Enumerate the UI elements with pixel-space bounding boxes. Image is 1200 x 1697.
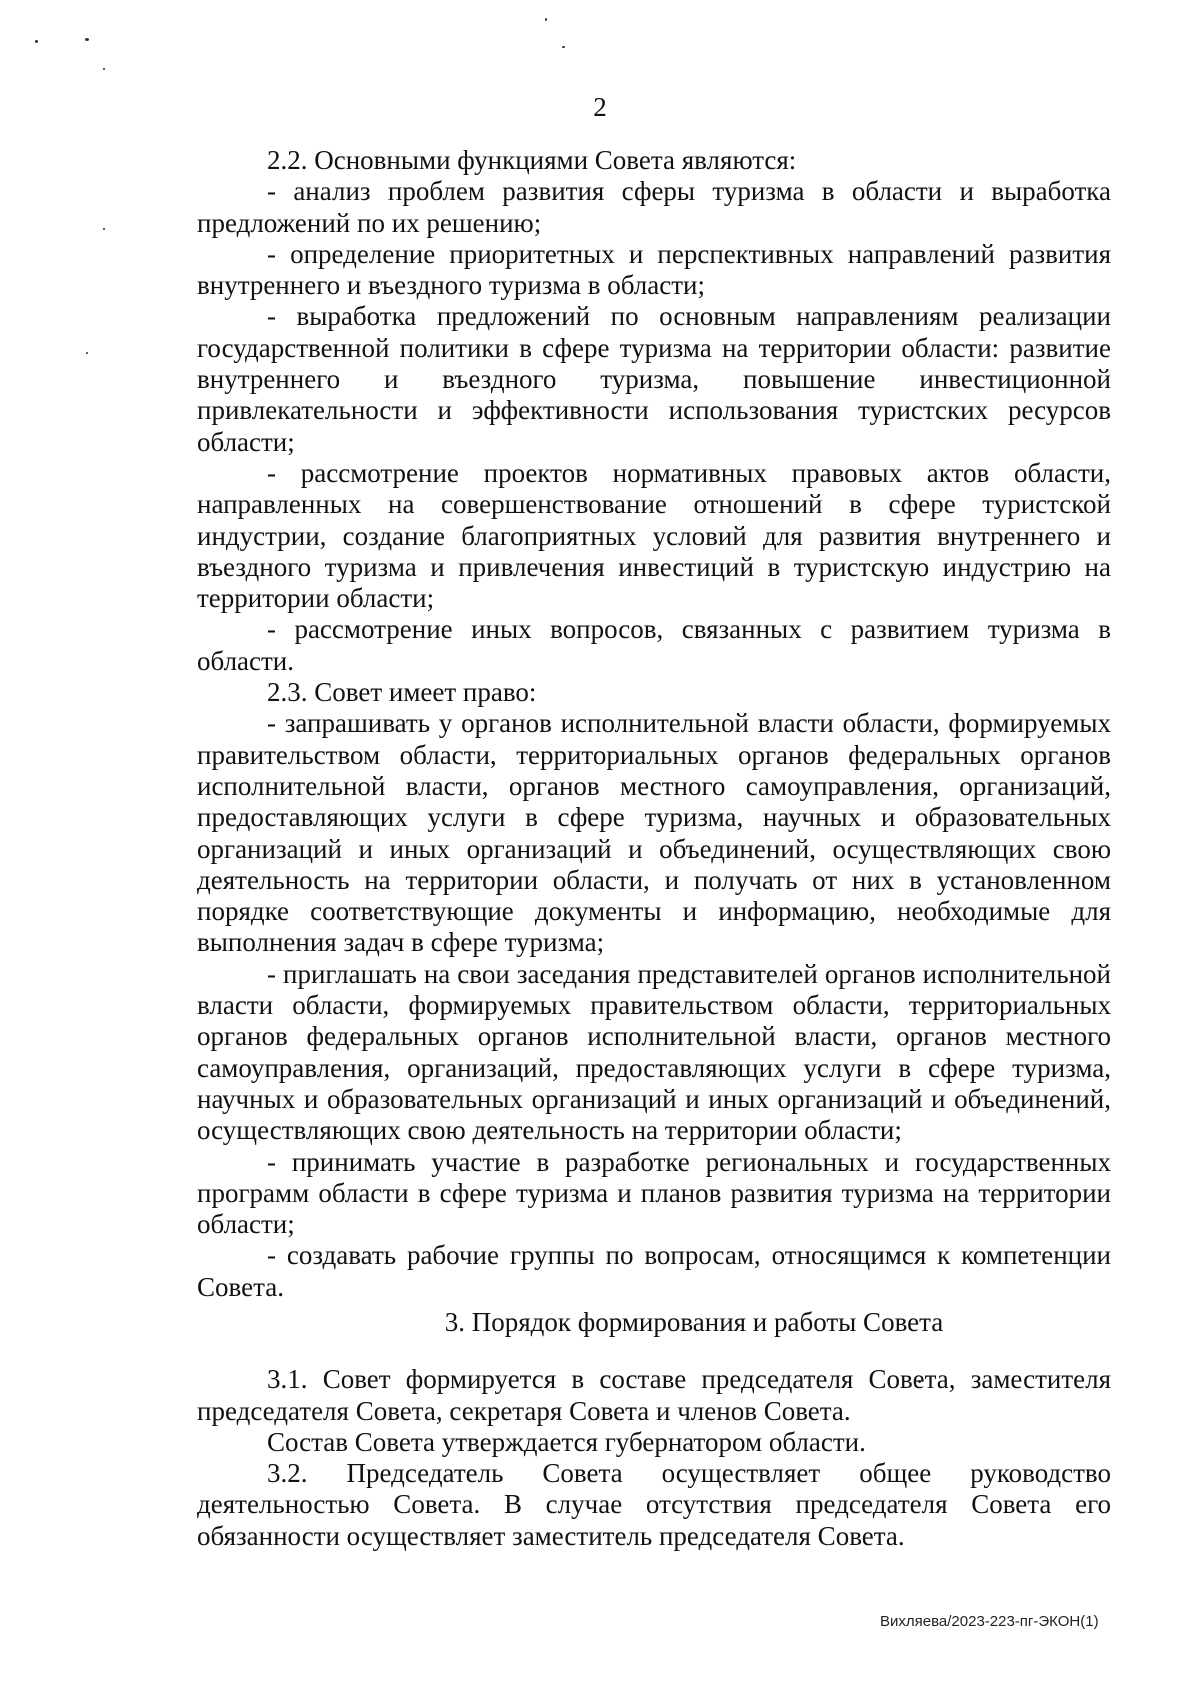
document-code: Вихляева/2023-223-пг-ЭКОН(1) [880, 1613, 1099, 1630]
paragraph: 2.3. Совет имеет право: [267, 677, 537, 708]
paragraph: - рассмотрение проектов нормативных правовых актов области, направленных на совершенствование отношений в сфере туристской индустрии, создание благоприятных условий для развития внутреннего и въездного туризма и привлечения инвестиций в туристскую индустрию на территории области; [197, 457, 1111, 614]
paragraph: - рассмотрение иных вопросов, связанных с развитием туризма в области. [197, 614, 1111, 676]
section-heading: 3. Порядок формирования и работы Совета [444, 1306, 944, 1337]
paragraph: - определение приоритетных и перспективных направлений развития внутреннего и въездного туризма в области; [197, 238, 1111, 301]
paragraph: - выработка предложений по основным направлениям реализации государственной политики в сфере туризма на территории области: развитие внутреннего и въездного туризма, повышение инвестиционной привлекательности и эффективности использования туристских ресурсов области; [197, 301, 1111, 457]
scan-speck [35, 40, 38, 43]
scan-speck [545, 18, 547, 21]
paragraph: - анализ проблем развития сферы туризма в области и выработка предложений по их решению; [197, 176, 1111, 238]
paragraph: 2.2. Основными функциями Совета являются: [267, 145, 797, 175]
paragraph: Состав Совета утверждается губернатором области. [267, 1426, 866, 1457]
scan-speck [86, 352, 88, 354]
scan-speck [103, 228, 105, 230]
scan-speck [103, 68, 105, 70]
paragraph: - создавать рабочие группы по вопросам, относящимся к компетенции Совета. [197, 1240, 1111, 1302]
paragraph: 3.2. Председатель Совета осуществляет общее руководство деятельностью Совета. В случае отсутствия председателя Совета его обязанности осуществляет заместитель председателя Совета. [197, 1458, 1111, 1551]
paragraph: - запрашивать у органов исполнительной власти области, формируемых правительством области, территориальных органов федеральных органов исполнительной власти, органов местного самоуправления, организаций, предоставляющих услуги в сфере туризма, научных и образовательных организаций и иных организаций и объединений, осуществляющих свою деятельность на территории области, и получать от них в установленном порядке соответствующие документы и информацию, необходимые для выполнения задач в сфере туризма; [197, 708, 1111, 958]
paragraph: - приглашать на свои заседания представителей органов исполнительной власти области, формируемых правительством области, территориальных органов федеральных органов исполнительной власти, органов местного самоуправления, организаций, предоставляющих услуги в сфере туризма, научных и образовательных организаций и иных организаций и объединений, осуществляющих свою деятельность на территории области; [197, 958, 1111, 1146]
paragraph: - принимать участие в разработке региональных и государственных программ области в сфере туризма и планов развития туризма на территории области; [197, 1146, 1111, 1240]
page-number: 2 [593, 92, 607, 122]
scan-speck [85, 38, 89, 41]
scan-speck [562, 46, 565, 48]
paragraph: 3.1. Совет формируется в составе председателя Совета, заместителя председателя Совета, секретаря Совета и членов Совета. [197, 1364, 1111, 1426]
document-body [197, 145, 1111, 1552]
